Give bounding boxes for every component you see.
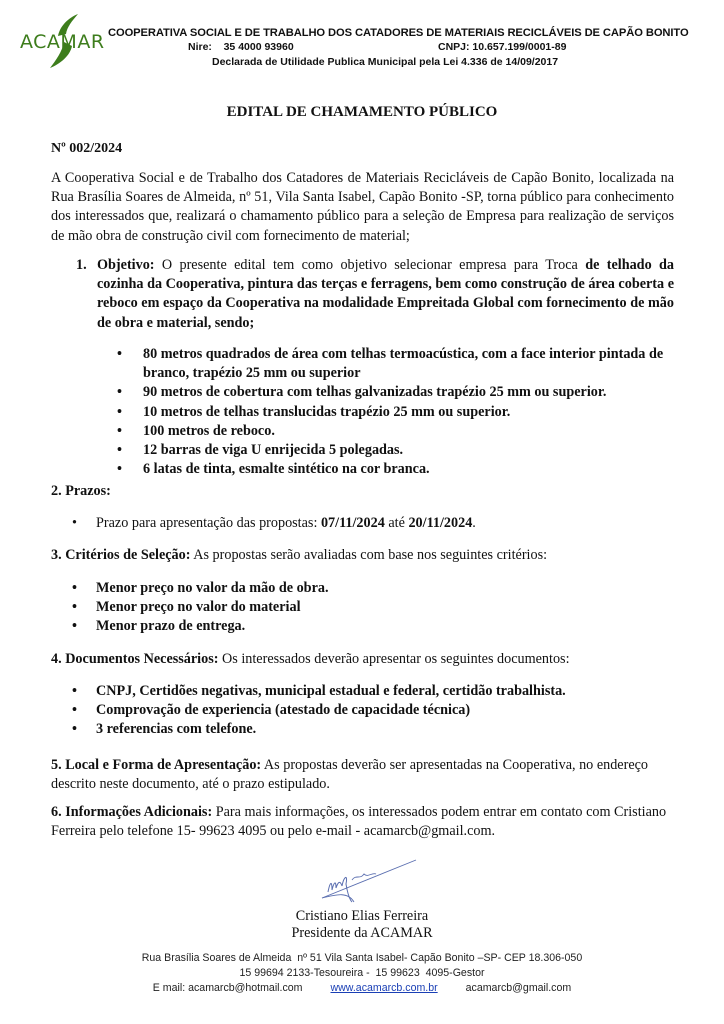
section-label: 5. Local e Forma de Apresentação: bbox=[51, 757, 262, 773]
org-name: COOPERATIVA SOCIAL E DE TRABALHO DOS CATADORES DE MATERIAIS RECICLÁVEIS DE CAPÃO BONITO bbox=[108, 27, 689, 39]
section-text-bold: de telhado da cozinha da Cooperativa, pintura das terças e ferragens, bem como construção de área coberta e reboco em espaço da Cooperativa na modalidade Empreitada Global com fornecimento de mão de obra e material, sendo; bbox=[97, 257, 675, 331]
website-link[interactable]: www.acamarcb.com.br bbox=[330, 982, 438, 994]
prazo-mid: até bbox=[384, 515, 409, 531]
section-text: Para mais informações, os interessados podem entrar em contato com Cristiano Ferreira pelo telefone 15- 99623 4095 ou pelo e-mail - acamarcb@gmail.com. bbox=[51, 804, 667, 840]
list-item bbox=[117, 441, 677, 460]
section-objetivo bbox=[76, 256, 674, 333]
footer-address: Rua Brasília Soares de Almeida nº 51 Vila Santa Isabel- Capão Bonito –SP- CEP 18.306-050 bbox=[141, 952, 583, 964]
footer-phones: 15 99694 2133-Tesoureira - 15 99623 4095-Gestor bbox=[239, 967, 485, 979]
section-documentos bbox=[51, 650, 674, 669]
list-item bbox=[117, 383, 677, 402]
bullet-icon: • bbox=[72, 618, 77, 635]
bullet-icon: • bbox=[72, 599, 77, 616]
list-item-text: Menor prazo de entrega. bbox=[96, 618, 246, 635]
criterios-list bbox=[72, 579, 672, 637]
list-item bbox=[72, 514, 672, 533]
bullet-icon: • bbox=[117, 461, 122, 478]
section-informacoes bbox=[51, 803, 674, 841]
list-item-text: 6 latas de tinta, esmalte sintético na cor branca. bbox=[143, 461, 430, 478]
bullet-icon: • bbox=[117, 346, 122, 362]
bullet-icon: • bbox=[72, 702, 77, 719]
acamar-logo bbox=[20, 12, 110, 70]
section-text: As propostas serão avaliadas com base nos seguintes critérios: bbox=[190, 547, 548, 563]
section-number: 1. bbox=[76, 257, 87, 273]
section-label: 4. Documentos Necessários: bbox=[51, 651, 219, 667]
bullet-icon: • bbox=[117, 384, 122, 401]
section-text: Os interessados deverão apresentar os seguintes documentos: bbox=[218, 651, 570, 667]
document-number: Nº 002/2024 bbox=[51, 141, 123, 156]
prazos-list bbox=[72, 514, 672, 533]
list-item-text: 10 metros de telhas translucidas trapézio 25 mm ou superior. bbox=[143, 403, 511, 420]
list-item bbox=[72, 682, 682, 701]
signer-block bbox=[0, 908, 724, 942]
section-label: 6. Informações Adicionais: bbox=[51, 804, 213, 820]
signer-role: Presidente da ACAMAR bbox=[291, 925, 433, 941]
bullet-icon: • bbox=[72, 515, 77, 531]
prazo-end-date: 20/11/2024 bbox=[408, 515, 473, 531]
list-item-text: 100 metros de reboco. bbox=[143, 422, 275, 439]
logo-text: ACAMAR bbox=[20, 31, 105, 53]
bullet-icon: • bbox=[117, 403, 122, 420]
list-item-text: 3 referencias com telefone. bbox=[96, 721, 257, 738]
section-text: As propostas deverão ser apresentadas na Cooperativa, no endereço descrito neste documento, até o prazo estipulado. bbox=[51, 757, 649, 793]
bullet-icon: • bbox=[72, 683, 77, 699]
section-prazos-heading: 2. Prazos: bbox=[51, 483, 111, 499]
nire-number: Nire: 35 4000 93960 bbox=[188, 41, 294, 53]
utility-declaration: Declarada de Utilidade Publica Municipal pela Lei 4.336 de 14/09/2017 bbox=[212, 56, 559, 68]
footer-email: E mail: acamarcb@hotmail.com bbox=[152, 982, 303, 994]
list-item bbox=[72, 598, 672, 617]
list-item-text: Menor preço no valor do material bbox=[96, 599, 301, 616]
signature-icon bbox=[318, 856, 418, 906]
bullet-icon: • bbox=[117, 422, 122, 439]
intro-paragraph: A Cooperativa Social e de Trabalho dos Catadores de Materiais Recicláveis de Capão Bonito, localizada na Rua Brasília Soares de Almeida, nº 51, Vila Santa Isabel, Capão Bonito -SP, torna público para conhecimento dos interessados que, realizará o chamamento público para a seleção de Empresa para realização de serviços de mão obra de construção civil com fornecimento de material; bbox=[51, 170, 674, 244]
section-criterios bbox=[51, 546, 674, 565]
list-item bbox=[117, 345, 677, 383]
list-item-text: 90 metros de cobertura com telhas galvanizadas trapézio 25 mm ou superior. bbox=[143, 384, 607, 401]
document-title: EDITAL DE CHAMAMENTO PÚBLICO bbox=[226, 104, 498, 120]
list-item bbox=[117, 403, 677, 422]
list-item-text: Comprovação de experiencia (atestado de capacidade técnica) bbox=[96, 702, 471, 719]
documentos-list bbox=[72, 682, 682, 740]
list-item bbox=[117, 460, 677, 479]
list-item bbox=[72, 617, 672, 636]
list-item-text: Menor preço no valor da mão de obra. bbox=[96, 580, 329, 596]
objetivo-items-list bbox=[117, 345, 677, 479]
cnpj-number: CNPJ: 10.657.199/0001-89 bbox=[438, 41, 567, 53]
footer bbox=[0, 951, 724, 996]
list-item bbox=[72, 720, 682, 739]
letterhead bbox=[0, 0, 724, 80]
prazo-suffix: . bbox=[472, 515, 476, 531]
list-item-text: CNPJ, Certidões negativas, municipal estadual e federal, certidão trabalhista. bbox=[96, 683, 566, 699]
list-item bbox=[72, 701, 682, 720]
prazo-prefix: Prazo para apresentação das propostas: bbox=[96, 515, 321, 531]
bullet-icon: • bbox=[117, 442, 122, 459]
list-item-text: 80 metros quadrados de área com telhas termoacústica, com a face interior pintada de branco, trapézio 25 mm ou superior bbox=[143, 346, 664, 382]
footer-email-2: acamarcb@gmail.com bbox=[465, 982, 572, 994]
list-item bbox=[72, 579, 672, 598]
prazo-start-date: 07/11/2024 bbox=[320, 515, 385, 531]
signer-name: Cristiano Elias Ferreira bbox=[295, 908, 429, 924]
section-label: 3. Critérios de Seleção: bbox=[51, 547, 191, 563]
bullet-icon: • bbox=[72, 721, 77, 738]
list-item-text: 12 barras de viga U enrijecida 5 polegadas. bbox=[143, 442, 404, 459]
bullet-icon: • bbox=[72, 580, 77, 596]
section-local bbox=[51, 756, 674, 794]
footer-contacts bbox=[0, 981, 724, 996]
section-label: Objetivo: bbox=[97, 257, 155, 273]
section-text: O presente edital tem como objetivo selecionar empresa para Troca bbox=[154, 257, 586, 273]
list-item bbox=[117, 422, 677, 441]
